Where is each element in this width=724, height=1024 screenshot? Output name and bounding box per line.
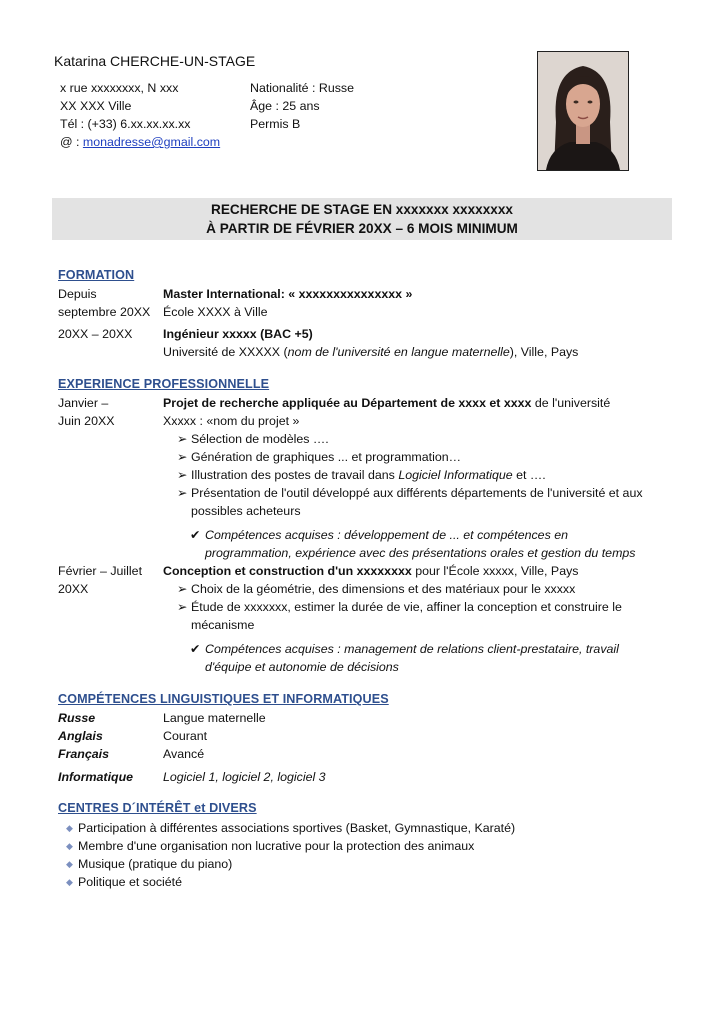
- job-details: [163, 562, 658, 676]
- job-title: [163, 562, 658, 580]
- university-text: Université de XXXXX (: [163, 345, 288, 359]
- skills-text: Compétences acquises : développement de ... et compétences en programmation, expérience avec des présentations orales et gestion du temps: [205, 528, 636, 560]
- interest-text: Politique et société: [78, 875, 183, 889]
- diamond-bullet-icon: ◆: [66, 877, 73, 887]
- formation-details: [163, 325, 658, 361]
- list-item: [177, 484, 658, 520]
- skills-text: Compétences acquises : management de relations client-prestataire, travail d'équipe et autonomie de décisions: [205, 642, 619, 674]
- list-item: [177, 598, 658, 634]
- objective-line-2: À PARTIR DE FÉVRIER 20XX – 6 MOIS MINIMUM: [206, 221, 518, 236]
- candidate-name: Katarina CHERCHE-UN-STAGE: [54, 53, 256, 69]
- university-native-name: nom de l'université en langue maternelle: [287, 345, 510, 359]
- language-name: Anglais: [58, 729, 103, 743]
- section-title-competences: COMPÉTENCES LINGUISTIQUES ET INFORMATIQUES: [58, 692, 389, 706]
- section-title-formation: FORMATION: [58, 268, 135, 282]
- list-item: [177, 430, 658, 448]
- list-item: [177, 448, 658, 466]
- license: Permis B: [250, 117, 301, 131]
- competences-section: [58, 709, 658, 786]
- date-line: septembre 20XX: [58, 305, 151, 319]
- skills-acquired: [163, 526, 658, 562]
- task-text: Étude de xxxxxxx, estimer la durée de vie, affiner la conception et construire le mécanisme: [191, 600, 622, 632]
- task-text: Présentation de l'outil développé aux différents départements de l'université et aux possibles acheteurs: [191, 486, 643, 518]
- school-name: École XXXX à Ville: [163, 305, 268, 319]
- skills-acquired: [163, 640, 658, 676]
- experience-section: [58, 394, 658, 676]
- job-dates: [58, 562, 163, 676]
- language-name: Russe: [58, 711, 96, 725]
- formation-section: [58, 285, 658, 361]
- arrow-bullet-icon: ➢: [177, 600, 188, 614]
- job-title-bold: Projet de recherche appliquée au Département de xxxx et xxxx: [163, 396, 532, 410]
- portrait-image: [538, 52, 628, 170]
- university-location: ), Ville, Pays: [509, 345, 579, 359]
- formation-dates: [58, 285, 163, 321]
- language-level: Avancé: [163, 747, 205, 761]
- list-item: [58, 837, 658, 855]
- job-title-rest: pour l'École xxxxx, Ville, Pays: [411, 564, 579, 578]
- date-line: Juin 20XX: [58, 414, 115, 428]
- diamond-bullet-icon: ◆: [66, 823, 73, 833]
- list-item: [58, 855, 658, 873]
- profile-photo: [537, 51, 629, 171]
- language-level: Courant: [163, 729, 208, 743]
- formation-details: [163, 285, 658, 321]
- section-title-interests: CENTRES D´INTÉRÊT et DIVERS: [58, 801, 257, 815]
- it-label: Informatique: [58, 770, 134, 784]
- language-name: Français: [58, 747, 109, 761]
- date-line: 20XX: [58, 582, 89, 596]
- date-line: Janvier –: [58, 396, 109, 410]
- task-list: [177, 430, 658, 520]
- interest-text: Participation à différentes associations sportives (Basket, Gymnastique, Karaté): [78, 821, 516, 835]
- list-item: [58, 873, 658, 891]
- nationality: Nationalité : Russe: [250, 81, 354, 95]
- job-details: [163, 394, 658, 562]
- interests-section: [58, 819, 658, 891]
- checkmark-icon: ✔: [190, 642, 201, 656]
- job-dates: [58, 394, 163, 562]
- job-title-bold: Conception et construction d'un xxxxxxxx: [163, 564, 412, 578]
- language-level: Langue maternelle: [163, 711, 266, 725]
- checkmark-icon: ✔: [190, 528, 201, 542]
- date-line: Février – Juillet: [58, 564, 143, 578]
- personal-block: [250, 79, 354, 133]
- language-row: [58, 745, 658, 763]
- phone-line: Tél : (+33) 6.xx.xx.xx.xx: [60, 117, 191, 131]
- arrow-bullet-icon: ➢: [177, 468, 188, 482]
- degree-title: Master International: « xxxxxxxxxxxxxxx »: [163, 287, 413, 301]
- interest-text: Membre d'une organisation non lucrative pour la protection des animaux: [78, 839, 475, 853]
- city-line: XX XXX Ville: [60, 99, 132, 113]
- date-line: Depuis: [58, 287, 97, 301]
- list-item: [177, 580, 658, 598]
- contact-block: [60, 79, 220, 151]
- interest-text: Musique (pratique du piano): [78, 857, 233, 871]
- task-text: Sélection de modèles ….: [191, 432, 329, 446]
- objective-banner: [52, 198, 672, 240]
- interests-list: [58, 819, 658, 891]
- degree-title: Ingénieur xxxxx (BAC +5): [163, 327, 313, 341]
- list-item: [58, 819, 658, 837]
- arrow-bullet-icon: ➢: [177, 582, 188, 596]
- formation-entry: [58, 325, 658, 361]
- arrow-bullet-icon: ➢: [177, 486, 188, 500]
- address-line: x rue xxxxxxxx, N xxx: [60, 81, 179, 95]
- language-row: [58, 709, 658, 727]
- software-name: Logiciel Informatique: [398, 468, 513, 482]
- it-value: Logiciel 1, logiciel 2, logiciel 3: [163, 770, 326, 784]
- job-title-rest: de l'université: [531, 396, 611, 410]
- age: Âge : 25 ans: [250, 99, 320, 113]
- diamond-bullet-icon: ◆: [66, 841, 73, 851]
- task-text: Illustration des postes de travail dans: [191, 468, 399, 482]
- job-entry: [58, 562, 658, 676]
- section-title-experience: EXPERIENCE PROFESSIONNELLE: [58, 377, 270, 391]
- task-text: et ….: [512, 468, 546, 482]
- arrow-bullet-icon: ➢: [177, 450, 188, 464]
- objective-line-1: RECHERCHE DE STAGE EN xxxxxxx xxxxxxxx: [211, 202, 513, 217]
- email-line: [60, 133, 220, 151]
- university-line: [163, 343, 658, 361]
- task-text: Choix de la géométrie, des dimensions et des matériaux pour le xxxxx: [191, 582, 576, 596]
- it-skills-row: [58, 768, 658, 786]
- formation-entry: [58, 285, 658, 321]
- task-list: [177, 580, 658, 634]
- job-entry: [58, 394, 658, 562]
- list-item: [177, 466, 658, 484]
- job-title: [163, 394, 658, 412]
- email-prefix: @ :: [60, 135, 83, 149]
- email-link[interactable]: monadresse@gmail.com: [82, 135, 221, 149]
- diamond-bullet-icon: ◆: [66, 859, 73, 869]
- language-row: [58, 727, 658, 745]
- project-name: Xxxxx : «nom du projet »: [163, 414, 300, 428]
- task-text: Génération de graphiques ... et programmation…: [191, 450, 461, 464]
- formation-dates: 20XX – 20XX: [58, 327, 133, 341]
- arrow-bullet-icon: ➢: [177, 432, 188, 446]
